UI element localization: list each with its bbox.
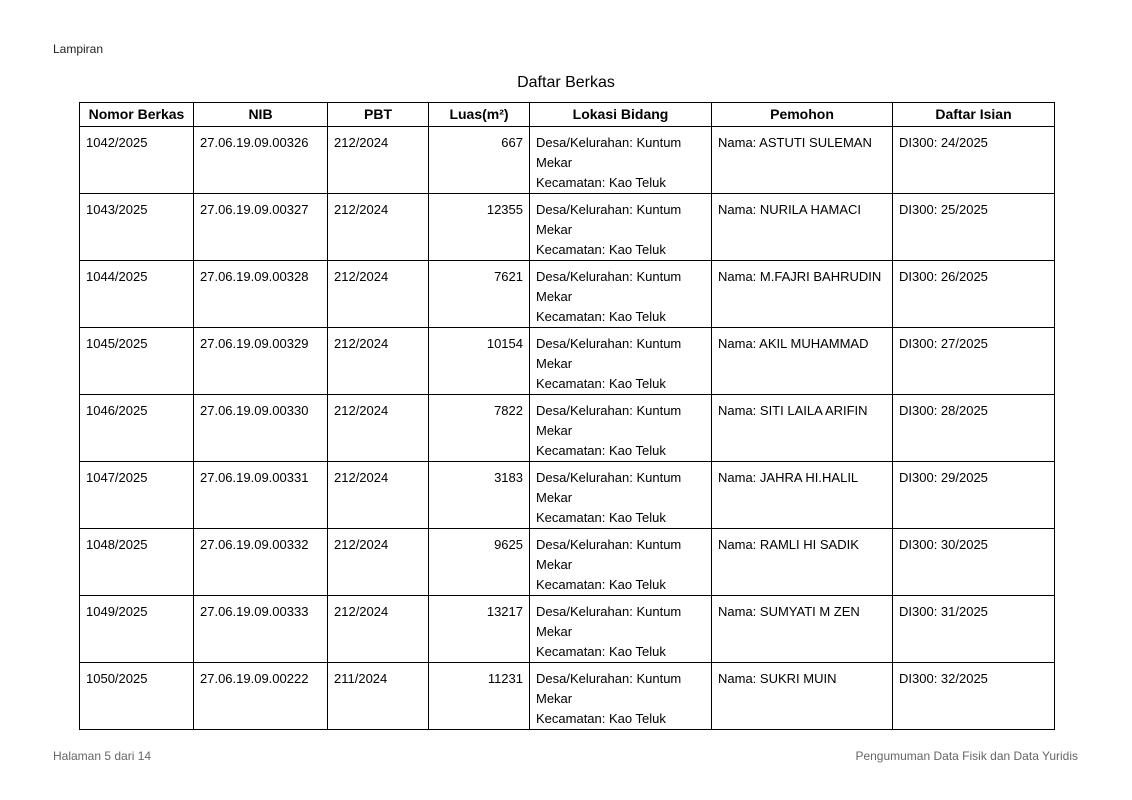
cell-pemohon: Nama: NURILA HAMACI bbox=[712, 194, 893, 261]
lokasi-kecamatan: Kecamatan: Kao Teluk bbox=[536, 644, 666, 659]
cell-luas: 9625 bbox=[429, 529, 530, 596]
lokasi-kecamatan: Kecamatan: Kao Teluk bbox=[536, 443, 666, 458]
cell-daftar-isian: DI300: 32/2025 bbox=[893, 663, 1055, 730]
lokasi-desa: Desa/Kelurahan: Kuntum Mekar bbox=[536, 269, 682, 304]
cell-pemohon: Nama: M.FAJRI BAHRUDIN bbox=[712, 261, 893, 328]
cell-pemohon: Nama: JAHRA HI.HALIL bbox=[712, 462, 893, 529]
table-header-row bbox=[80, 103, 1055, 127]
cell-nib: 27.06.19.09.00333 bbox=[194, 596, 328, 663]
cell-luas: 13217 bbox=[429, 596, 530, 663]
cell-nib: 27.06.19.09.00329 bbox=[194, 328, 328, 395]
cell-nomor-berkas: 1046/2025 bbox=[80, 395, 194, 462]
cell-nomor-berkas: 1050/2025 bbox=[80, 663, 194, 730]
cell-luas: 7822 bbox=[429, 395, 530, 462]
cell-pemohon: Nama: SUMYATI M ZEN bbox=[712, 596, 893, 663]
cell-lokasi-bidang bbox=[530, 127, 712, 194]
table-row bbox=[80, 395, 1055, 462]
cell-pbt: 212/2024 bbox=[328, 194, 429, 261]
cell-lokasi-bidang bbox=[530, 596, 712, 663]
lokasi-desa: Desa/Kelurahan: Kuntum Mekar bbox=[536, 671, 682, 706]
column-header-nib: NIB bbox=[194, 103, 328, 127]
cell-nomor-berkas: 1044/2025 bbox=[80, 261, 194, 328]
lokasi-desa: Desa/Kelurahan: Kuntum Mekar bbox=[536, 202, 682, 237]
cell-nomor-berkas: 1045/2025 bbox=[80, 328, 194, 395]
cell-lokasi-bidang bbox=[530, 328, 712, 395]
cell-nib: 27.06.19.09.00326 bbox=[194, 127, 328, 194]
cell-lokasi-bidang bbox=[530, 194, 712, 261]
cell-daftar-isian: DI300: 30/2025 bbox=[893, 529, 1055, 596]
cell-lokasi-bidang bbox=[530, 663, 712, 730]
cell-daftar-isian: DI300: 31/2025 bbox=[893, 596, 1055, 663]
lokasi-kecamatan: Kecamatan: Kao Teluk bbox=[536, 711, 666, 726]
berkas-table bbox=[79, 102, 1055, 730]
cell-luas: 3183 bbox=[429, 462, 530, 529]
cell-daftar-isian: DI300: 25/2025 bbox=[893, 194, 1055, 261]
document-title: Daftar Berkas bbox=[517, 74, 615, 91]
cell-pemohon: Nama: ASTUTI SULEMAN bbox=[712, 127, 893, 194]
table-row bbox=[80, 462, 1055, 529]
cell-pemohon: Nama: AKIL MUHAMMAD bbox=[712, 328, 893, 395]
cell-pbt: 212/2024 bbox=[328, 261, 429, 328]
cell-nomor-berkas: 1042/2025 bbox=[80, 127, 194, 194]
cell-pemohon: Nama: SUKRI MUIN bbox=[712, 663, 893, 730]
lokasi-kecamatan: Kecamatan: Kao Teluk bbox=[536, 175, 666, 190]
cell-daftar-isian: DI300: 27/2025 bbox=[893, 328, 1055, 395]
cell-lokasi-bidang bbox=[530, 395, 712, 462]
table-row bbox=[80, 529, 1055, 596]
cell-nib: 27.06.19.09.00330 bbox=[194, 395, 328, 462]
cell-daftar-isian: DI300: 28/2025 bbox=[893, 395, 1055, 462]
cell-luas: 667 bbox=[429, 127, 530, 194]
column-header-nomor-berkas: Nomor Berkas bbox=[80, 103, 194, 127]
table-row bbox=[80, 663, 1055, 730]
cell-luas: 12355 bbox=[429, 194, 530, 261]
cell-luas: 11231 bbox=[429, 663, 530, 730]
cell-lokasi-bidang bbox=[530, 261, 712, 328]
cell-pbt: 211/2024 bbox=[328, 663, 429, 730]
column-header-daftar-isian: Daftar Isian bbox=[893, 103, 1055, 127]
cell-pemohon: Nama: RAMLI HI SADIK bbox=[712, 529, 893, 596]
lokasi-desa: Desa/Kelurahan: Kuntum Mekar bbox=[536, 135, 682, 170]
cell-luas: 10154 bbox=[429, 328, 530, 395]
footer-document-name: Pengumuman Data Fisik dan Data Yuridis bbox=[855, 749, 1078, 763]
cell-nomor-berkas: 1047/2025 bbox=[80, 462, 194, 529]
lokasi-desa: Desa/Kelurahan: Kuntum Mekar bbox=[536, 537, 682, 572]
cell-pbt: 212/2024 bbox=[328, 462, 429, 529]
lokasi-kecamatan: Kecamatan: Kao Teluk bbox=[536, 242, 666, 257]
column-header-pemohon: Pemohon bbox=[712, 103, 893, 127]
column-header-lokasi-bidang: Lokasi Bidang bbox=[530, 103, 712, 127]
lokasi-kecamatan: Kecamatan: Kao Teluk bbox=[536, 577, 666, 592]
cell-pbt: 212/2024 bbox=[328, 328, 429, 395]
lokasi-desa: Desa/Kelurahan: Kuntum Mekar bbox=[536, 403, 682, 438]
cell-pbt: 212/2024 bbox=[328, 127, 429, 194]
table-row bbox=[80, 127, 1055, 194]
cell-lokasi-bidang bbox=[530, 462, 712, 529]
cell-pbt: 212/2024 bbox=[328, 596, 429, 663]
cell-daftar-isian: DI300: 26/2025 bbox=[893, 261, 1055, 328]
cell-pemohon: Nama: SITI LAILA ARIFIN bbox=[712, 395, 893, 462]
column-header-luas: Luas(m²) bbox=[429, 103, 530, 127]
cell-nib: 27.06.19.09.00222 bbox=[194, 663, 328, 730]
table-row bbox=[80, 596, 1055, 663]
page-number: Halaman 5 dari 14 bbox=[53, 749, 152, 763]
table-row bbox=[80, 261, 1055, 328]
cell-pbt: 212/2024 bbox=[328, 529, 429, 596]
table-row bbox=[80, 194, 1055, 261]
lokasi-desa: Desa/Kelurahan: Kuntum Mekar bbox=[536, 604, 682, 639]
cell-nib: 27.06.19.09.00332 bbox=[194, 529, 328, 596]
lokasi-kecamatan: Kecamatan: Kao Teluk bbox=[536, 309, 666, 324]
cell-luas: 7621 bbox=[429, 261, 530, 328]
cell-daftar-isian: DI300: 29/2025 bbox=[893, 462, 1055, 529]
column-header-pbt: PBT bbox=[328, 103, 429, 127]
cell-daftar-isian: DI300: 24/2025 bbox=[893, 127, 1055, 194]
lokasi-kecamatan: Kecamatan: Kao Teluk bbox=[536, 376, 666, 391]
cell-pbt: 212/2024 bbox=[328, 395, 429, 462]
cell-nib: 27.06.19.09.00327 bbox=[194, 194, 328, 261]
cell-nib: 27.06.19.09.00328 bbox=[194, 261, 328, 328]
cell-nomor-berkas: 1048/2025 bbox=[80, 529, 194, 596]
cell-nomor-berkas: 1043/2025 bbox=[80, 194, 194, 261]
lokasi-desa: Desa/Kelurahan: Kuntum Mekar bbox=[536, 336, 682, 371]
lokasi-desa: Desa/Kelurahan: Kuntum Mekar bbox=[536, 470, 682, 505]
lokasi-kecamatan: Kecamatan: Kao Teluk bbox=[536, 510, 666, 525]
cell-lokasi-bidang bbox=[530, 529, 712, 596]
table-row bbox=[80, 328, 1055, 395]
cell-nomor-berkas: 1049/2025 bbox=[80, 596, 194, 663]
cell-nib: 27.06.19.09.00331 bbox=[194, 462, 328, 529]
header-label: Lampiran bbox=[53, 42, 104, 56]
